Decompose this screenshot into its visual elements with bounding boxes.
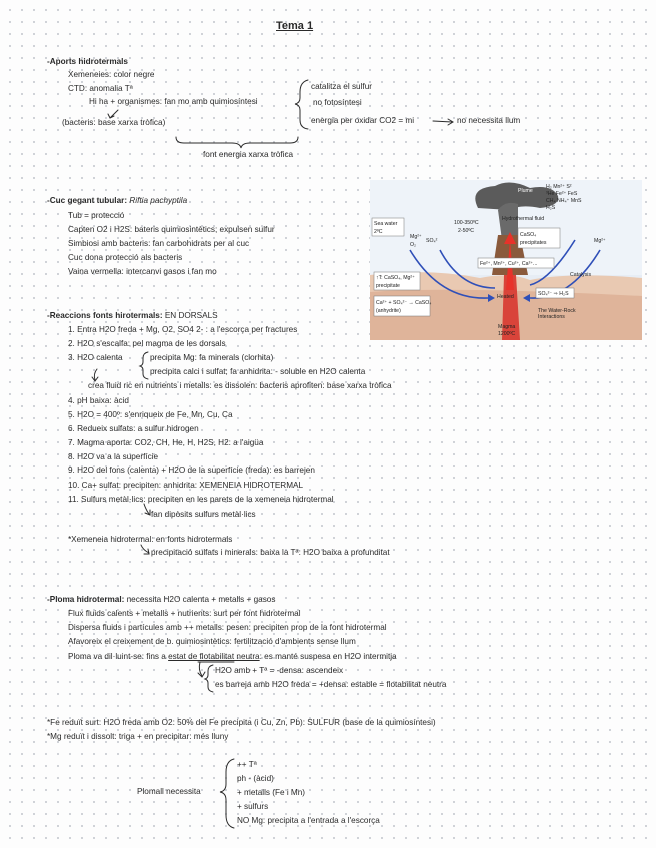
diagram-label: Catalysis <box>570 272 592 278</box>
diagram-label: Sea water <box>374 221 398 227</box>
note-line: Hi ha + organismes: fan mo amb quimiosíntesi <box>89 97 258 106</box>
diagram-label: precipitate <box>376 283 400 289</box>
brace-item-tail: no necessita llum <box>457 116 521 125</box>
brace-item: + sulfurs <box>237 802 269 811</box>
note-line: Tub = protecció <box>68 211 125 220</box>
diagram-label: 1200ºC <box>498 331 516 337</box>
list-item: 1. Entra H2O freda + Mg, O2, SO4 2- : a l'escorça per fractures <box>68 325 298 334</box>
list-item: 6. Redueix sulfats: a sulfur hidrogen <box>68 424 199 433</box>
brace-item: ph - (àcid) <box>237 774 274 783</box>
note-line: Capten O2 i H2S: bateris quimiosintètics; expulsen sulfur <box>68 225 275 234</box>
diagram-label: H₂S <box>546 205 556 211</box>
diagram-label: Fe²⁺, Mn²⁺, Cu²⁺, Ca²⁺... <box>480 261 538 267</box>
list-item: 5. H2O = 400º: s'enriqueix de Fe, Mn, Cu, Ca <box>68 410 233 419</box>
brace-icon <box>220 759 234 828</box>
brace-item: energia per oxidar CO2 = mi <box>311 116 415 125</box>
diagram-label: The Water-Rock <box>538 308 576 314</box>
diagram-label: Magma <box>498 324 516 330</box>
brace-item: catalitza el sulfur <box>311 82 372 91</box>
diagram-label: H₂ Mn²⁺ S² <box>546 184 572 190</box>
brace-item: ++ Tª <box>237 760 257 769</box>
list-item: 4. pH baixa: àcid <box>68 396 129 405</box>
list-item: 2. H2O s'escalfa: pel magma de les dorsals <box>68 339 226 348</box>
sub-item: fan dipòsits sulfurs metàl·lics <box>151 510 256 519</box>
sub-item: precipita calci i sulfat; fa anhidrita: - soluble en H2O calenta <box>150 367 366 376</box>
note-line: *Mg reduït i dissolt: triga + en precipitar: més lluny <box>47 732 229 741</box>
list-item: 11. Sulfurs metàl·lics: precipiten en les parets de la xemeneia hidrotermal <box>68 495 334 504</box>
sub-item: precipita Mg: fa minerals (clorhita) <box>150 353 274 362</box>
note-line: Cuc dona protecció als bacteris <box>68 253 183 262</box>
diagram-label: CaSO₄ <box>520 232 537 238</box>
diagram-label: 100-350ºC <box>454 220 479 226</box>
diagram-label: Ca²⁺ + SO₄²⁻ → CaSO₄ <box>376 300 432 306</box>
diagram-label: Heated <box>497 294 514 300</box>
arrow-icon <box>144 504 149 514</box>
note-line: Flux fluids calents + metalls + nutrients: surt per font hidrotermal <box>68 609 301 618</box>
diagram-label: Hydrothermal fluid <box>502 216 545 222</box>
diagram-label: Plume <box>518 188 533 194</box>
note-line: Afavoreix el creixement de b. quimiosintètics: fertilització d'ambients sense llum <box>68 637 356 646</box>
note-line: Simbiosi amb bacteris: fan carbohidrats per al cuc <box>68 239 250 248</box>
brace-icon <box>205 665 213 692</box>
diagram-label: SO₄²⁻ ⇒ H₂S <box>538 291 569 297</box>
section-heading-aports: -Aports hidrotermals <box>47 57 128 66</box>
diagram-label: Mg²⁺ <box>594 238 606 244</box>
brace-icon <box>176 137 298 148</box>
sub-item: crea fluid ric en nutrients i metalls: es dissolen: bacteris aprofiten: base xarxa tròfica <box>88 381 392 390</box>
list-item: 10. Ca+ sulfat: precipiten: anhidrita: XEMENEIA HIDROTERMAL <box>68 481 304 490</box>
arrow-icon <box>110 110 118 118</box>
note-line: *Xemeneia hidrotermal: en fonts hidrotermals <box>68 535 233 544</box>
section-heading-cuc: -Cuc gegant tubular: Riftia pachyptila <box>47 196 188 205</box>
brace-item: NO Mg: precipita a l'entrada a l'escorça <box>237 816 380 825</box>
section-heading-ploma: -Ploma hidrotermal: necessita H2O calenta + metalls + gasos <box>47 595 276 604</box>
list-item: 7. Magma aporta: CO2, CH, He, H, H2S, H2: a l'aigüa <box>68 438 264 447</box>
diagram-label: (anhydrite) <box>376 308 401 314</box>
diagram-label: ³He Fe²⁺ FeS <box>546 191 578 197</box>
note-line: Xemeneies: color negre <box>68 70 155 79</box>
section-heading-reaccions: -Reaccions fonts hirotermals: EN DORSALS <box>47 311 218 320</box>
sub-item: H2O amb + Tª = -densa: ascendeix <box>215 666 344 675</box>
note-line: CTD: anomalia Tª <box>68 84 133 93</box>
arrow-icon <box>433 121 452 122</box>
brace-icon <box>140 352 148 379</box>
arrow-icon <box>199 662 202 676</box>
diagram-label: SO₄² <box>426 238 438 244</box>
list-item: 9. H2O del fons (calenta) + H2O de la superfície (freda): es barrejen <box>68 466 315 475</box>
diagram-label: Interactions <box>538 314 565 320</box>
note-line: Vaina vermella: intercanvi gasos i fan mo <box>68 267 217 276</box>
diagram-label: 2-50ºC <box>458 228 475 234</box>
diagram-label: 2ºC <box>374 229 383 235</box>
note-line: Ploma va dil·luint-se: fins a estat de flotabilitat neutra: es manté suspesa en H2O intermitja <box>68 652 397 661</box>
note-line: *Fe reduït surt: H2O freda amb O2: 50% del Fe precipita (i Cu, Zn, Pb): SULFUR (base de la quimiosíntesi) <box>47 718 436 727</box>
diagram-label: ↑T: CaSO₄, Mg²⁺ <box>376 275 415 281</box>
diagram-label: CH₄ NH₄⁺ MnS <box>546 198 582 204</box>
brace-caption: font energia xarxa tròfica <box>203 150 294 159</box>
diagram-label: Mg²⁺ <box>410 234 422 240</box>
brace-label: Plomall necessita <box>137 787 201 796</box>
sub-item: precipitació sulfats i minerals: baixa la Tª: H2O baixa a profunditat <box>151 548 390 557</box>
diagram-label: precipitates <box>520 240 547 246</box>
brace-icon <box>295 80 308 129</box>
list-item: 8. H2O va a la superfície <box>68 452 159 461</box>
brace-item: + metalls (Fe i Mn) <box>237 788 306 797</box>
page-title: Tema 1 <box>276 20 314 32</box>
diagram-label: O₂ <box>410 242 417 248</box>
sub-item: es barreja amb H2O freda = +densa: estable = flotabilitat neutra <box>215 680 447 689</box>
brace-item: no fotosíntesi <box>313 98 362 107</box>
note-line: (bacteris: base xarxa tròfica) <box>62 118 166 127</box>
note-line: Dispersa fluids i partícules amb ++ metalls: pesen: precipiten prop de la font hidrotermal <box>68 623 387 632</box>
list-item: 3. H2O calenta <box>68 353 123 362</box>
